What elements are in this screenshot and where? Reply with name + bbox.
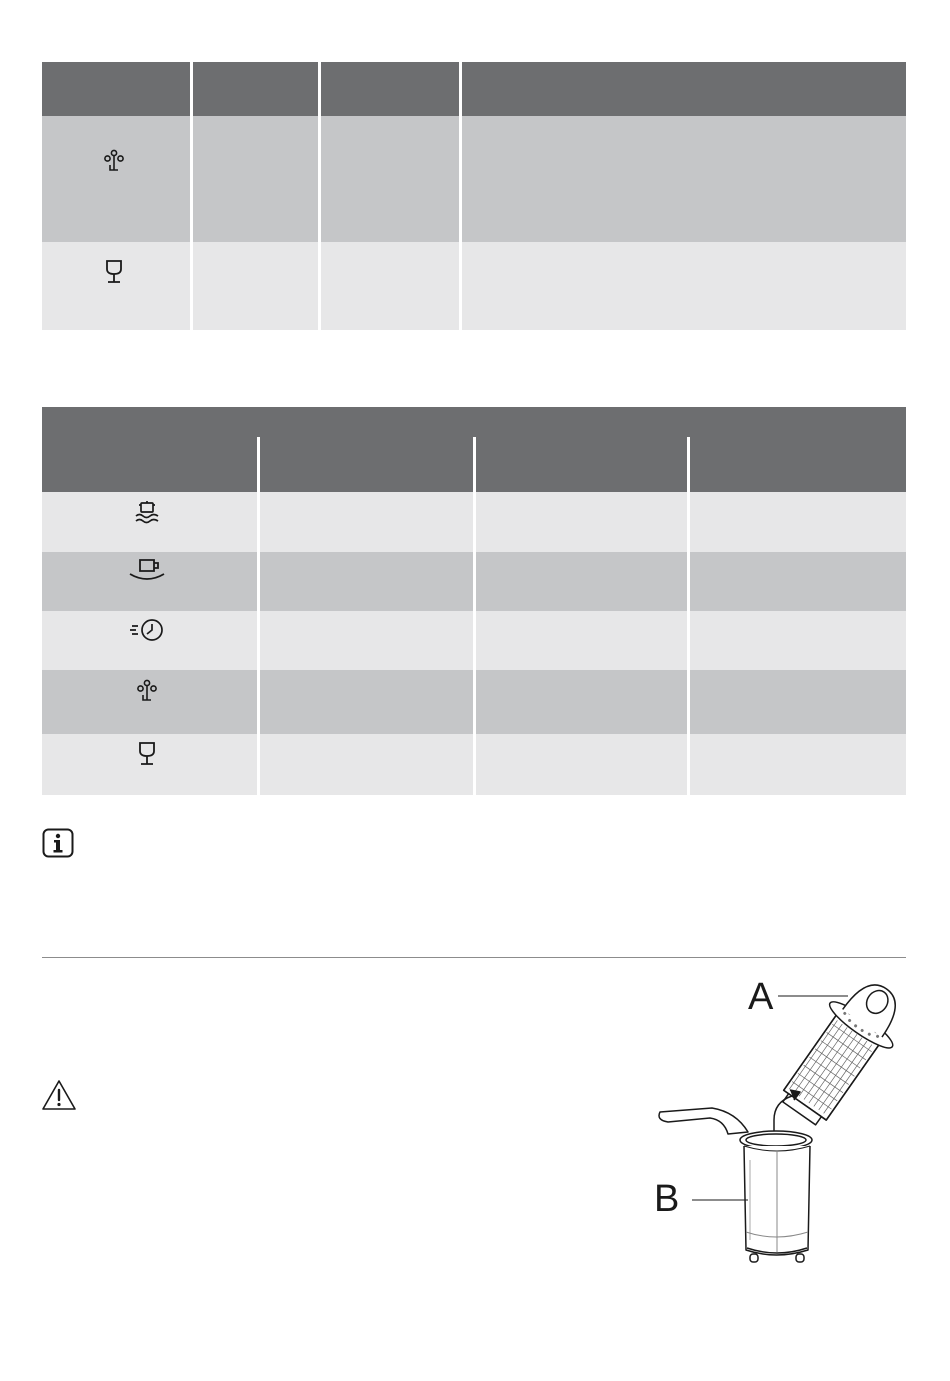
table-row (42, 116, 906, 242)
column-divider (687, 437, 690, 795)
info-icon (42, 828, 74, 863)
normal-cup-icon (127, 555, 167, 589)
warning-icon (40, 1078, 78, 1117)
wine-glass-icon (127, 737, 167, 771)
column-divider (257, 437, 260, 795)
label-b: B (654, 1178, 680, 1220)
filter-drawing (640, 960, 940, 1280)
eco-tree-icon (127, 675, 167, 709)
intensive-pots-icon (127, 497, 167, 531)
quick-clock-icon (127, 613, 167, 647)
section-divider (42, 957, 906, 958)
wine-glass-icon (102, 258, 126, 286)
label-a: A (748, 976, 774, 1018)
column-divider (473, 437, 476, 795)
table-row (42, 242, 906, 330)
consumption-table (42, 407, 906, 795)
table-header-row (42, 62, 906, 116)
column-divider (190, 62, 193, 330)
column-divider (459, 62, 462, 330)
filter-illustration (640, 960, 940, 1280)
column-divider (318, 62, 321, 330)
eco-tree-icon (100, 148, 128, 176)
programme-table (42, 62, 906, 330)
